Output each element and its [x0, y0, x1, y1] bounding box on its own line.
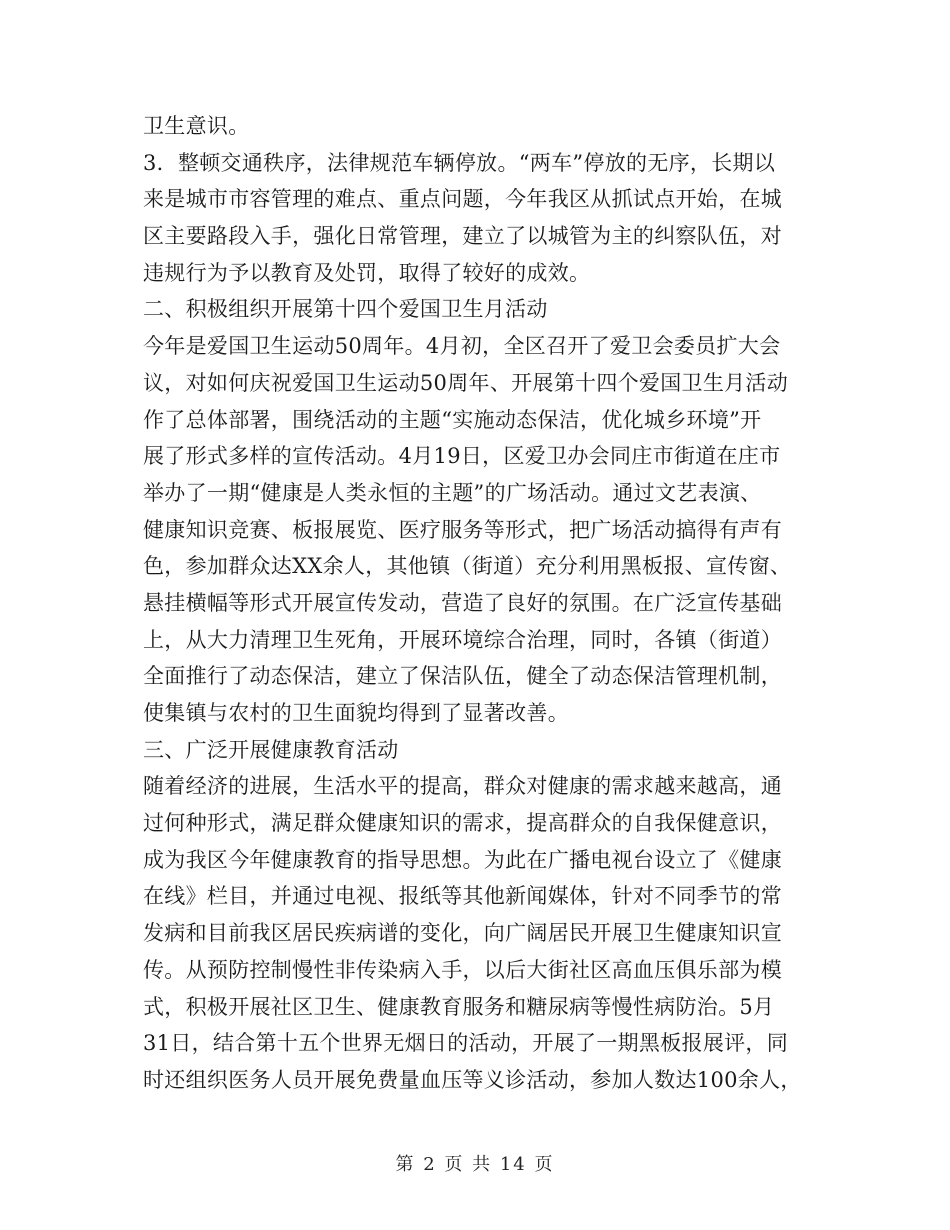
page-number-footer: 第 2 页 共 14 页 [395, 1154, 555, 1175]
text-line: 卫生意识。 [143, 114, 250, 138]
text-line: 来是城市市容管理的难点、重点问题，今年我区从抓试点开始，在城 [143, 187, 782, 212]
text-line: 议，对如何庆祝爱国卫生运动50周年、开展第十四个爱国卫生月活动 [143, 370, 789, 395]
text-line: 今年是爱国卫生运动50周年。4月初，全区召开了爱卫会委员扩大会 [143, 334, 781, 359]
text-line: 违规行为予以教育及处罚，取得了较好的成效。 [143, 260, 591, 285]
text-line: 过何种形式，满足群众健康知识的需求，提高群众的自我保健意识， [143, 811, 782, 836]
text-line: 色，参加群众达XX余人，其他镇（街道）充分利用黑板报、宣传窗、 [143, 554, 792, 579]
text-line: 3．整顿交通秩序，法律规范车辆停放。“两车”停放的无序，长期以 [143, 150, 776, 175]
text-line: 全面推行了动态保洁，建立了保洁队伍，健全了动态保洁管理机制， [143, 664, 782, 689]
text-line: 发病和目前我区居民疾病谱的变化，向广阔居民开展卫生健康知识宣 [143, 921, 782, 946]
text-line: 使集镇与农村的卫生面貌均得到了显著改善。 [143, 701, 569, 725]
text-line: 式，积极开展社区卫生、健康教育服务和糖尿病等慢性病防治。5月 [143, 994, 775, 1019]
document-body [143, 108, 823, 1099]
text-line: 传。从预防控制慢性非传染病入手，以后大街社区高血压俱乐部为模 [143, 957, 782, 982]
text-line: 作了总体部署，围绕活动的主题“实施动态保洁，优化城乡环境”开 [143, 407, 762, 432]
text-line: 时还组织医务人员开展免费量血压等义诊活动，参加人数达100余人， [143, 1067, 802, 1092]
text-line: 展了形式多样的宣传活动。4月19日，区爱卫办会同庄市街道在庄市 [143, 444, 781, 469]
text-line: 成为我区今年健康教育的指导思想。为此在广播电视台设立了《健康 [143, 847, 782, 872]
text-line: 31日，结合第十五个世界无烟日的活动，开展了一期黑板报展评，同 [143, 1031, 789, 1056]
text-line: 健康知识竞赛、板报展览、医疗服务等形式，把广场活动搞得有声有 [143, 517, 782, 542]
text-line: 举办了一期“健康是人类永恒的主题”的广场活动。通过文艺表演、 [143, 480, 762, 505]
text-line: 悬挂横幅等形式开展宣传发动，营造了良好的氛围。在广泛宣传基础 [143, 590, 782, 615]
text-line: 在线》栏目，并通过电视、报纸等其他新闻媒体，针对不同季节的常 [143, 884, 782, 909]
text-line: 随着经济的进展，生活水平的提高，群众对健康的需求越来越高，通 [143, 774, 782, 799]
text-line: 区主要路段入手，强化日常管理，建立了以城管为主的纠察队伍，对 [143, 224, 782, 249]
section-heading: 三、广泛开展健康教育活动 [143, 737, 399, 762]
section-heading: 二、积极组织开展第十四个爱国卫生月活动 [143, 297, 548, 322]
text-line: 上，从大力清理卫生死角，开展环境综合治理，同时，各镇（街道） [143, 627, 782, 652]
